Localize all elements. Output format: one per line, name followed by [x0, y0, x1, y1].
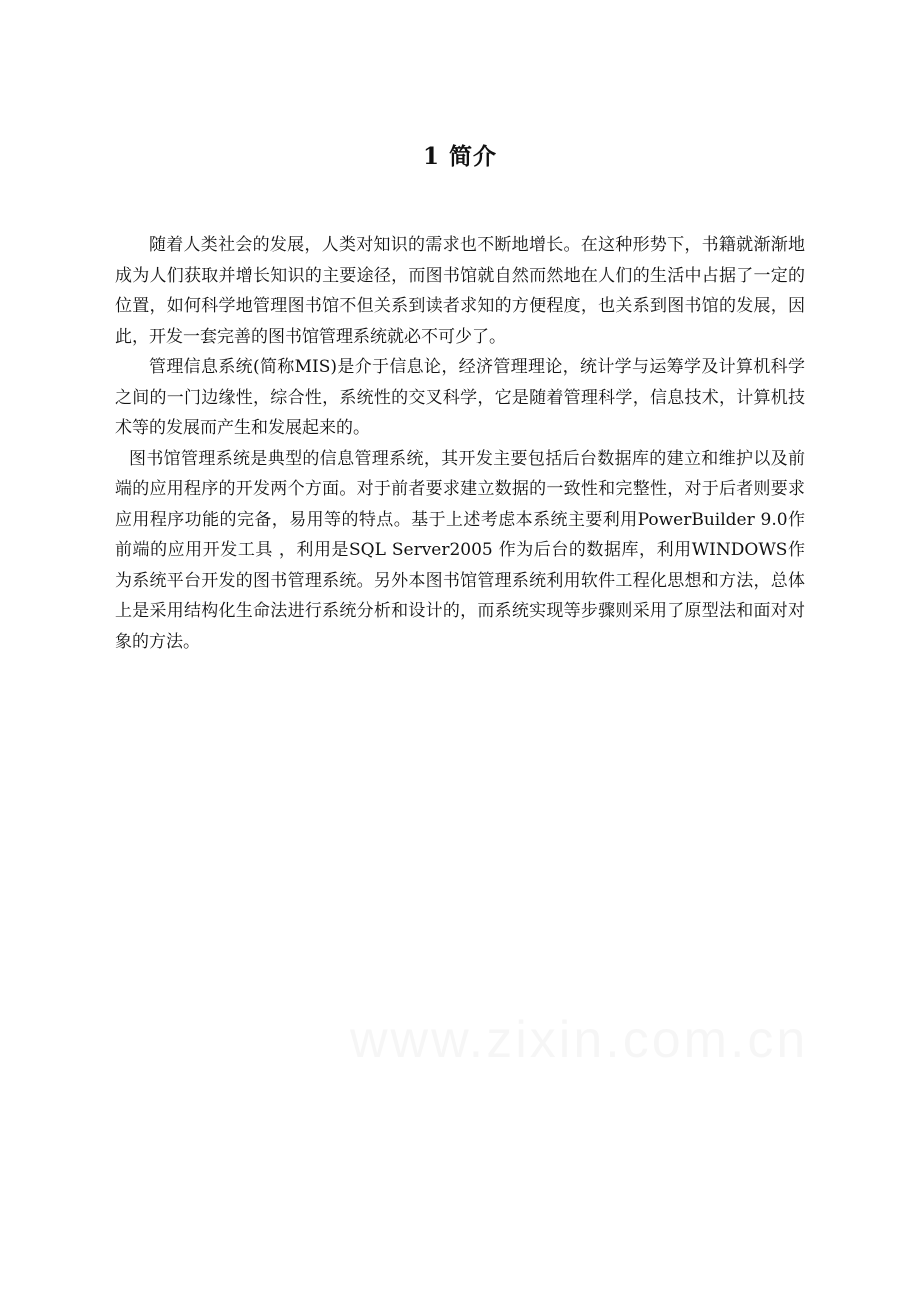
document-body	[115, 230, 805, 657]
paragraph-mis: 管理信息系统(简称MIS)是介于信息论，经济管理理论，统计学与运筹学及计算机科学之间的一门边缘性，综合性，系统性的交叉科学，它是随着管理科学，信息技术，计算机技术等的发展而产生和发展起来的。	[115, 357, 805, 438]
paragraph-intro: 随着人类社会的发展，人类对知识的需求也不断地增长。在这种形势下，书籍就渐渐地成为人们获取并增长知识的主要途径，而图书馆就自然而然地在人们的生活中占据了一定的位置，如何科学地管理图书馆不但关系到读者求知的方便程度，也关系到图书馆的发展，因此，开发一套完善的图书馆管理系统就必不可少了。	[115, 235, 805, 347]
section-title: 1 简介	[422, 143, 497, 170]
watermark-text	[350, 1010, 710, 1070]
paragraph-library-system: 图书馆管理系统是典型的信息管理系统，其开发主要包括后台数据库的建立和维护以及前端的应用程序的开发两个方面。对于前者要求建立数据的一致性和完整性，对于后者则要求应用程序功能的完备，易用等的特点。基于上述考虑本系统主要利用PowerBuilder 9.0作前端的应用开发工具 ，利用是SQL Server2005 作为后台的数据库，利用WINDOWS作为系统平台开发的图书管理系统。另外本图书馆管理系统利用软件工程化思想和方法，总体上是采用结构化生命法进行系统分析和设计的，而系统实现等步骤则采用了原型法和面对对象的方法。	[115, 448, 805, 652]
